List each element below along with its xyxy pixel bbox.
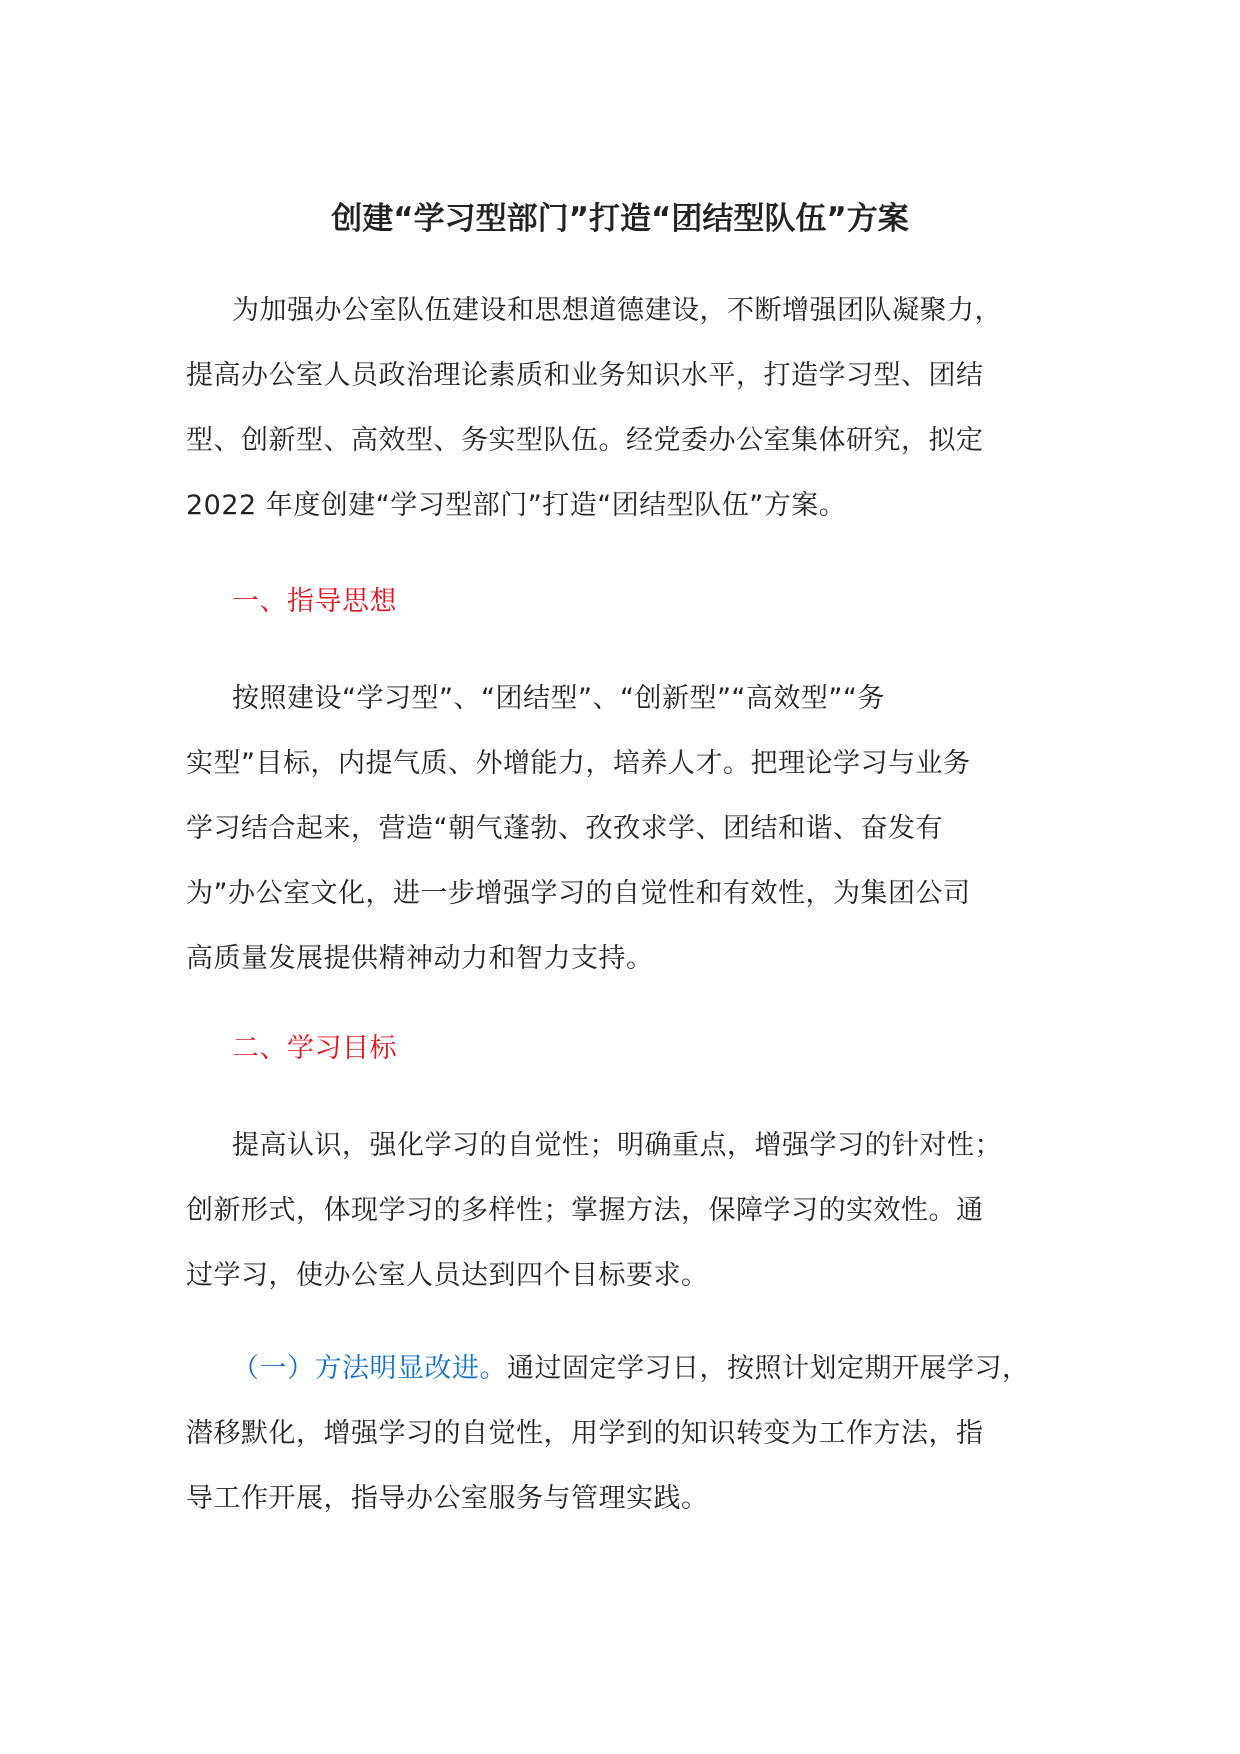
intro-line-3: 型、创新型、高效型、务实型队伍。经党委办公室集体研究，拟定 xyxy=(186,425,984,456)
document-title: 创建“学习型部门”打造“团结型队伍”方案 xyxy=(331,201,909,237)
goals-line-3: 过学习，使办公室人员达到四个目标要求。 xyxy=(186,1260,709,1291)
intro-line-2: 提高办公室人员政治理论素质和业务知识水平，打造学习型、团结 xyxy=(186,360,984,391)
guiding-line-2: 实型”目标，内提气质、外增能力，培养人才。把理论学习与业务 xyxy=(186,748,971,779)
method-item-label: （一）方法明显改进。 xyxy=(232,1353,507,1384)
learning-goals-paragraph xyxy=(186,1113,1066,1308)
method-improvement-paragraph xyxy=(186,1336,1066,1531)
guiding-line-3: 学习结合起来，营造“朝气蓬勃、孜孜求学、团结和谐、奋发有 xyxy=(186,813,943,844)
guiding-thought-paragraph xyxy=(186,666,1066,991)
goals-line-1: 提高认识，强化学习的自觉性；明确重点，增强学习的针对性； xyxy=(232,1130,1002,1161)
guiding-line-1: 按照建设“学习型”、“团结型”、“创新型”“高效型”“务 xyxy=(232,683,885,714)
intro-line-1: 为加强办公室队伍建设和思想道德建设，不断增强团队凝聚力， xyxy=(232,295,1002,326)
method-line-1 xyxy=(186,1336,1066,1401)
intro-line-4: 2022 年度创建“学习型部门”打造“团结型队伍”方案。 xyxy=(186,490,847,521)
section-heading-learning-goals: 二、学习目标 xyxy=(232,1033,397,1064)
method-line-3: 导工作开展，指导办公室服务与管理实践。 xyxy=(186,1483,709,1514)
goals-line-2: 创新形式，体现学习的多样性；掌握方法，保障学习的实效性。通 xyxy=(186,1195,984,1226)
method-line-1-rest: 通过固定学习日，按照计划定期开展学习， xyxy=(507,1353,1030,1384)
guiding-line-4: 为”办公室文化，进一步增强学习的自觉性和有效性，为集团公司 xyxy=(186,878,971,909)
intro-paragraph xyxy=(186,278,1066,538)
section-heading-guiding-thought: 一、指导思想 xyxy=(232,586,397,617)
method-line-2: 潜移默化，增强学习的自觉性，用学到的知识转变为工作方法，指 xyxy=(186,1418,984,1449)
guiding-line-5: 高质量发展提供精神动力和智力支持。 xyxy=(186,943,654,974)
